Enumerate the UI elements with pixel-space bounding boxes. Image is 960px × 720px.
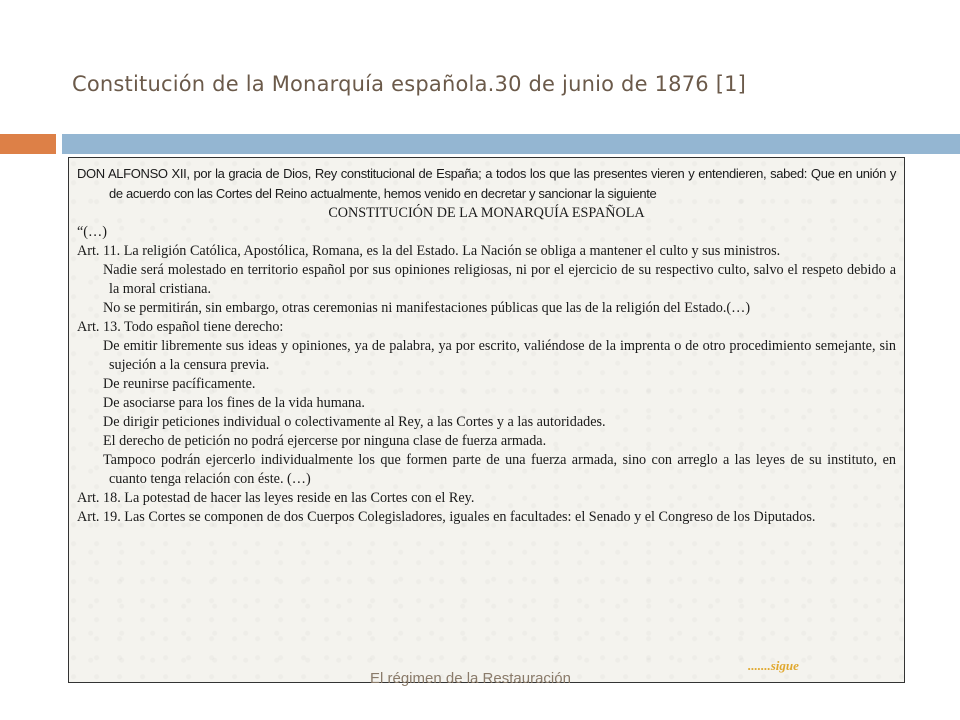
article-11-paragraph-2: Nadie será molestado en territorio español por sus opiniones religiosas, ni por el ejercicio de su respectivo culto, salvo el respeto debido a la moral cristiana. (103, 262, 896, 297)
document-heading: CONSTITUCIÓN DE LA MONARQUÍA ESPAÑOLA (328, 205, 645, 221)
article-13: Art. 13. Todo español tiene derecho: (77, 319, 284, 335)
document-excerpt-box (68, 157, 905, 683)
article-11: Art. 11. La religión Católica, Apostólica, Romana, es la del Estado. La Nación se obliga a mantener el culto y sus ministros. (77, 243, 781, 259)
accent-bar-blue (62, 134, 960, 154)
article-19: Art. 19. Las Cortes se componen de dos Cuerpos Colegisladores, iguales en facultades: el Senado y el Congreso de los Diputados. (77, 509, 816, 525)
article-13-paragraph-1: De emitir libremente sus ideas y opiniones, ya de palabra, ya por escrito, valiéndose de la imprenta o de otro procedimiento semejante, sin sujeción a la censura previa. (103, 338, 896, 373)
article-13-paragraph-5: El derecho de petición no podrá ejercerse por ninguna clase de fuerza armada. (103, 433, 547, 449)
article-11-paragraph-3: No se permitirán, sin embargo, otras ceremonias ni manifestaciones públicas que las de la religión del Estado.(…) (103, 300, 751, 316)
article-13-paragraph-3: De asociarse para los fines de la vida humana. (103, 395, 365, 411)
slide-footer: El régimen de la Restauración (370, 670, 571, 687)
article-13-paragraph-6: Tampoco podrán ejercerlo individualmente los que formen parte de una fuerza armada, sino con arreglo a las leyes de su instituto, en cuanto tenga relación con éste. (…) (103, 452, 896, 487)
article-13-paragraph-2: De reunirse pacíficamente. (103, 376, 256, 392)
article-13-paragraph-4: De dirigir peticiones individual o colectivamente al Rey, a las Cortes y a las autoridades. (103, 414, 606, 430)
continue-label: .......sigue (748, 658, 799, 673)
document-intro: DON ALFONSO XII, por la gracia de Dios, Rey constitucional de España; a todos los que las presentes vieren y entendieren, sabed: Que en unión y de acuerdo con las Cortes del Reino actualmente, hemos venido en decretar y sancionar la siguiente (77, 166, 896, 201)
article-18: Art. 18. La potestad de hacer las leyes reside en las Cortes con el Rey. (77, 490, 475, 506)
slide-title: Constitución de la Monarquía española.30 de junio de 1876 [1] (72, 72, 747, 96)
accent-bar-orange (0, 134, 56, 154)
ellipsis-open: “(…) (77, 224, 107, 240)
